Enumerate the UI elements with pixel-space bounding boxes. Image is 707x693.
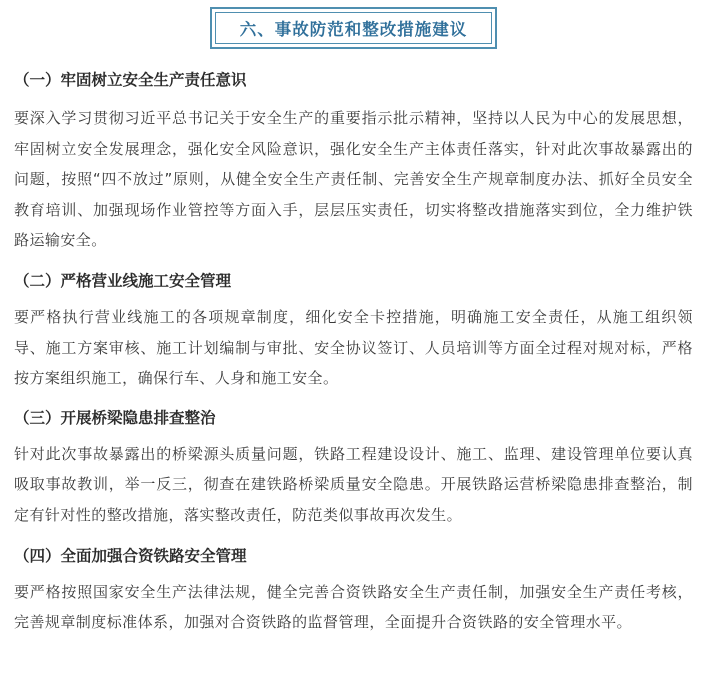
section-body-4: 要严格按照国家安全生产法律法规，健全完善合资铁路安全生产责任制，加强安全生产责任考核，完善规章制度标准体系，加强对合资铁路的监督管理，全面提升合资铁路的安全管理水平。: [14, 582, 693, 632]
title-box: [210, 7, 497, 49]
section-heading-2: （二）严格营业线施工安全管理: [14, 271, 232, 290]
section-body-3: 针对此次事故暴露出的桥梁源头质量问题，铁路工程建设设计、施工、监理、建设管理单位要认真吸取事故教训，举一反三，彻查在建铁路桥梁质量安全隐患。开展铁路运营桥梁隐患排查整治，制定有针对性的整改措施，落实整改责任，防范类似事故再次发生。: [14, 444, 693, 524]
section-title: 六、事故防范和整改措施建议: [239, 20, 468, 39]
section-heading-3: （三）开展桥梁隐患排查整治: [14, 408, 216, 427]
title-inner-border: [215, 12, 492, 44]
section-body-2: 要严格执行营业线施工的各项规章制度，细化安全卡控措施，明确施工安全责任，从施工组织领导、施工方案审核、施工计划编制与审批、安全协议签订、人员培训等方面全过程对规对标，严格按方案组织施工，确保行车、人身和施工安全。: [14, 307, 693, 388]
section-body-1: 要深入学习贯彻习近平总书记关于安全生产的重要指示批示精神，坚持以人民为中心的发展思想，牢固树立安全发展理念，强化安全风险意识，强化安全生产主体责任落实，针对此次事故暴露出的问题，按照“四不放过”原则，从健全安全生产责任制、完善安全生产规章制度办法、抓好全员安全教育培训、加强现场作业管控等方面入手，层层压实责任，切实将整改措施落实到位，全力维护铁路运输安全。: [14, 109, 693, 250]
section-heading-4: （四）全面加强合资铁路安全管理: [14, 546, 247, 565]
section-heading-1: （一）牢固树立安全生产责任意识: [14, 71, 247, 89]
title-wrap: [14, 0, 693, 49]
